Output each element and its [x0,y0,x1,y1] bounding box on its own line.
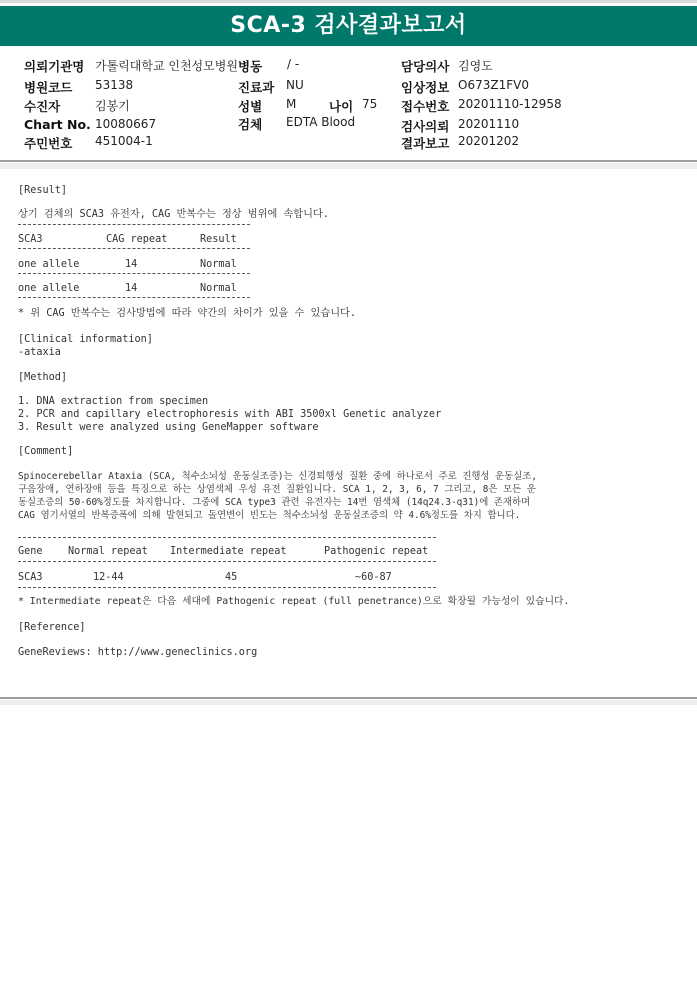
value-specimen: EDTA Blood [286,115,356,129]
comment-header: [Comment] [18,446,74,457]
repeat-table-header: Gene [18,546,43,557]
label-department: 진료과 [238,80,275,95]
comment-line: 구음장애, 연하장애 등을 특징으로 하는 상염색체 우성 유전 질환입니다. SCA 1, 2, 3, 6, 7 그리고, 8은 모든 운 [18,484,536,495]
patient-info-section [0,52,697,156]
method-line: 3. Result were analyzed using GeneMapper software [18,422,319,433]
label-resident-number: 주민번호 [24,136,73,151]
value-accession-number: 20201110-12958 [458,97,562,111]
result-header: [Result] [18,185,68,196]
result-table-cell: 14 [125,283,138,294]
report-title: SCA-3 검사결과보고서 [0,6,697,46]
label-test-request-date: 검사의뢰 [401,119,450,134]
result-text: 상기 검체의 SCA3 유전자, CAG 반복수는 정상 범위에 속합니다. [18,209,329,220]
repeat-table-cell: ~60-87 [355,572,392,583]
label-patient-name: 수진자 [24,99,61,114]
label-result-report-date: 결과보고 [401,136,450,151]
label-chart-no: Chart No. [24,117,91,132]
label-requesting-institution: 의뢰기관명 [24,59,85,74]
label-sex: 성별 [238,99,263,114]
value-requesting-institution: 가톨릭대학교 인천성모병원 [95,59,238,73]
label-accession-number: 접수번호 [401,99,450,114]
repeat-table-rule [18,587,436,588]
repeat-table-cell: 12-44 [93,572,124,583]
value-resident-number: 451004-1 [95,134,153,148]
result-table-cell: Normal [200,283,237,294]
method-header: [Method] [18,372,68,383]
reference-text: GeneReviews: http://www.geneclinics.org [18,647,258,658]
value-ward: / - [287,57,300,71]
repeat-table-rule [18,561,436,562]
result-table-rule [18,273,250,274]
header-divider-shadow [0,163,697,169]
value-result-report-date: 20201202 [458,134,520,148]
repeat-table-rule [18,537,436,538]
repeat-table-cell: SCA3 [18,572,43,583]
result-table-cell: 14 [125,259,138,270]
repeat-note: * Intermediate repeat은 다음 세대에 Pathogenic repeat (full penetrance)으로 확장될 가능성이 있습니다. [18,596,570,607]
value-test-request-date: 20201110 [458,117,520,131]
comment-line: CAG 염기서열의 반복증폭에 의해 발현되고 돌연변이 빈도는 척수소뇌성 운동실조증의 약 4.6%정도를 차지 합니다. [18,510,521,521]
repeat-table-header: Normal repeat [68,546,148,557]
top-border [0,0,697,3]
method-line: 2. PCR and capillary electrophoresis with ABI 3500xl Genetic analyzer [18,409,442,420]
value-physician: 김영도 [458,59,493,73]
result-note: * 위 CAG 반복수는 검사방법에 따라 약간의 차이가 있을 수 있습니다. [18,308,357,319]
header-divider [0,160,697,162]
result-table-rule [18,297,250,298]
label-ward: 병동 [238,59,263,74]
method-line: 1. DNA extraction from specimen [18,396,209,407]
result-table-header: CAG repeat [106,234,168,245]
repeat-table-cell: 45 [225,572,238,583]
comment-line: 동실조증의 50-60%정도를 차지합니다. 그중에 SCA type3 관련 유전자는 14번 염색체 (14q24.3-q31)에 존재하며 [18,497,531,508]
reference-header: [Reference] [18,622,86,633]
repeat-table-header: Pathogenic repeat [324,546,429,557]
result-table-header: SCA3 [18,234,43,245]
label-hospital-code: 병원코드 [24,80,73,95]
value-department: NU [286,78,304,92]
clinical-text: -ataxia [18,347,61,358]
label-physician: 담당의사 [401,59,450,74]
result-table-rule [18,224,250,225]
value-clinical-info: O673Z1FV0 [458,78,529,92]
value-age: 75 [362,97,378,111]
footer-divider [0,697,697,699]
result-table-cell: one allele [18,259,80,270]
footer-divider-shadow [0,700,697,705]
result-table-cell: Normal [200,259,237,270]
result-table-rule [18,248,250,249]
value-hospital-code: 53138 [95,78,134,92]
clinical-header: [Clinical information] [18,334,153,345]
value-sex: M [286,97,297,111]
label-clinical-info: 임상정보 [401,80,450,95]
value-chart-no: 10080667 [95,117,157,131]
result-table-header: Result [200,234,237,245]
comment-line: Spinocerebellar Ataxia (SCA, 척수소뇌성 운동실조증)는 신경퇴행성 질환 중에 하나로서 주로 진행성 운동실조, [18,471,537,482]
label-age: 나이 [329,99,354,114]
repeat-table-header: Intermediate repeat [170,546,287,557]
value-patient-name: 김봉기 [95,99,130,113]
result-table-cell: one allele [18,283,80,294]
label-specimen: 검체 [238,117,263,132]
